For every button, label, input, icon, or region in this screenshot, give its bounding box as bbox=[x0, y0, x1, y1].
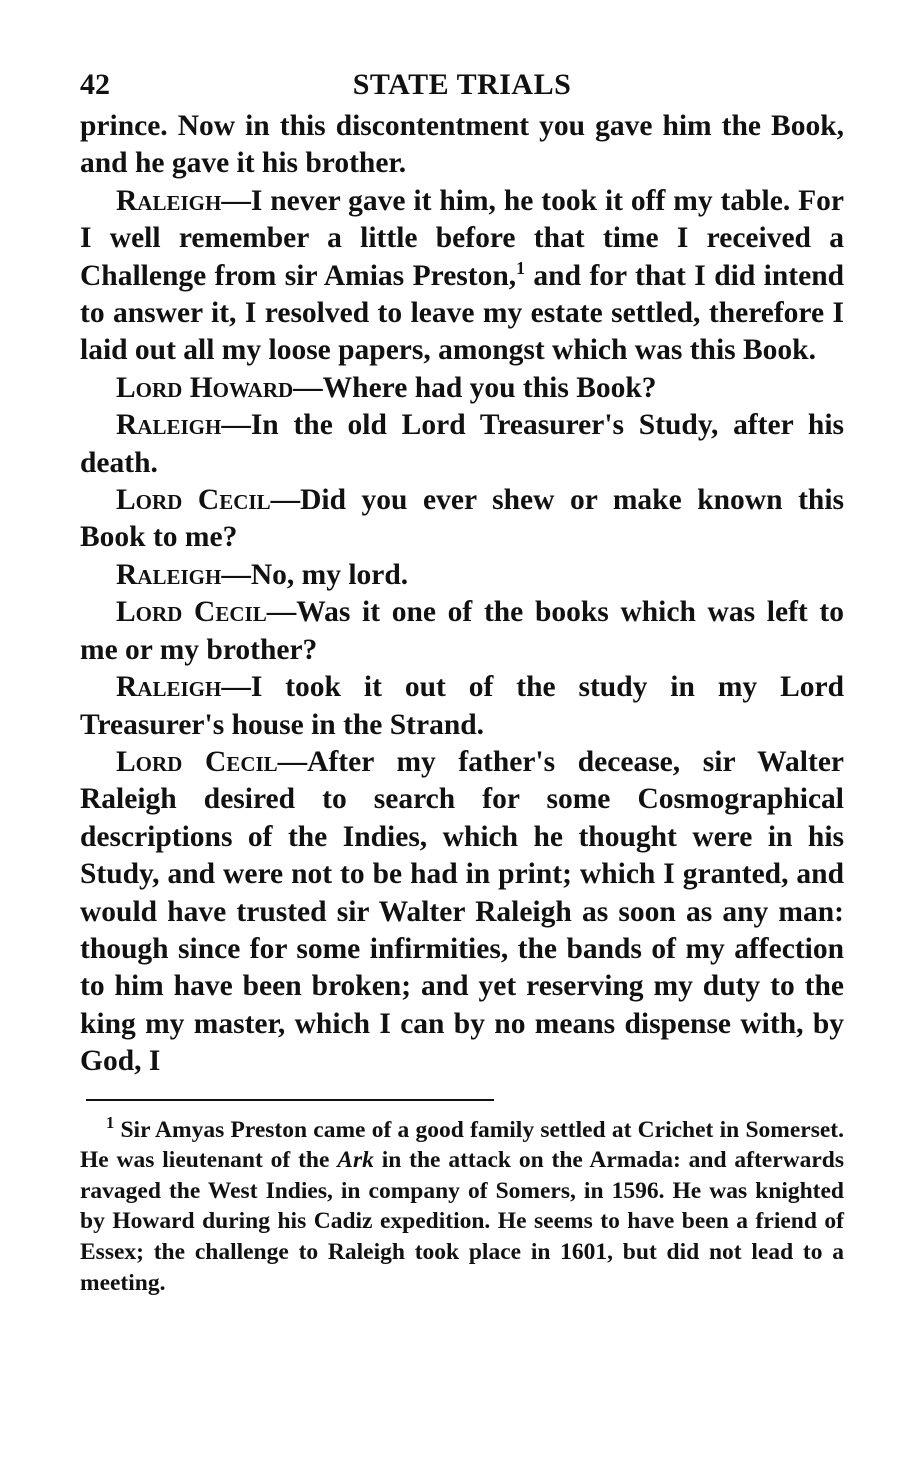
footnote bbox=[80, 1112, 844, 1299]
paragraph bbox=[80, 108, 844, 183]
page-number: 42 bbox=[80, 68, 110, 101]
paragraph bbox=[80, 407, 844, 482]
paragraph bbox=[80, 370, 844, 407]
footnote-ship-name: Ark bbox=[337, 1147, 374, 1174]
speaker-name: Raleigh bbox=[116, 671, 222, 704]
speaker-name: Raleigh bbox=[116, 409, 222, 442]
speaker-name: Lord Howard bbox=[116, 371, 294, 404]
paragraph-text: —I took it out of the study in my Lord Treasurer's house in the Strand. bbox=[80, 671, 844, 741]
paragraph bbox=[80, 744, 844, 1081]
footnote-text: Sir Amyas Preston came of a good family settled at Crichet in Somerset. He was lieutenant of the bbox=[80, 1116, 844, 1174]
paragraph bbox=[80, 482, 844, 557]
paragraph-text: —I never gave it him, he took it off my table. For I well remember a little before that time I received a Challenge from sir Amias Preston, bbox=[80, 184, 844, 292]
paragraph bbox=[80, 594, 844, 669]
running-title: STATE TRIALS bbox=[352, 68, 572, 101]
paragraph-text: —Was it one of the books which was left to me or my brother? bbox=[80, 596, 845, 666]
footnote-text-continued: in the attack on the Armada: and afterwards ravaged the West Indies, in company of Somers, in 1596. He was knighted by Howard during his Cadiz expedition. He seems to have been a friend of Essex; the challenge to Raleigh took place in 1601, but did not lead to a meeting. bbox=[80, 1147, 844, 1296]
speaker-name: Lord Cecil bbox=[116, 484, 271, 517]
paragraph-text: —In the old Lord Treasurer's Study, after his death. bbox=[80, 409, 844, 479]
speaker-name: Lord Cecil bbox=[116, 596, 267, 629]
paragraph-text: —After my father's decease, sir Walter Raleigh desired to search for some Cosmographical descriptions of the Indies, which he thought were in his Study, and were not to be had in print; which I granted, and would have trusted sir Walter Raleigh as soon as any man: though since for some infirmities, the bands of my affection to him have been broken; and yet reserving my duty to the king my master, which I can by no means dispense with, by God, I bbox=[80, 745, 845, 1078]
paragraph-text: —Did you ever shew or make known this Book to me? bbox=[80, 484, 844, 554]
footnote-divider bbox=[86, 1099, 494, 1101]
page-header bbox=[80, 60, 844, 108]
paragraph bbox=[80, 557, 844, 594]
speaker-name: Raleigh bbox=[116, 558, 222, 591]
paragraph bbox=[80, 669, 844, 744]
footnote-marker: 1 bbox=[106, 1112, 115, 1132]
book-page bbox=[80, 60, 844, 1322]
footnote-reference: 1 bbox=[516, 257, 525, 278]
paragraph-text-continued: and for that I did intend to answer it, I resolved to leave my estate settled, therefore I laid out all my loose papers, amongst which was this Book. bbox=[80, 259, 845, 367]
speaker-name: Lord Cecil bbox=[116, 745, 278, 778]
paragraph-text: prince. Now in this discontentment you gave him the Book, and he gave it his brother. bbox=[80, 110, 844, 180]
paragraph bbox=[80, 183, 844, 370]
paragraph-text: —No, my lord. bbox=[221, 558, 409, 591]
speaker-name: Raleigh bbox=[116, 184, 222, 217]
paragraph-text: —Where had you this Book? bbox=[293, 371, 657, 404]
body-text bbox=[80, 108, 844, 1081]
